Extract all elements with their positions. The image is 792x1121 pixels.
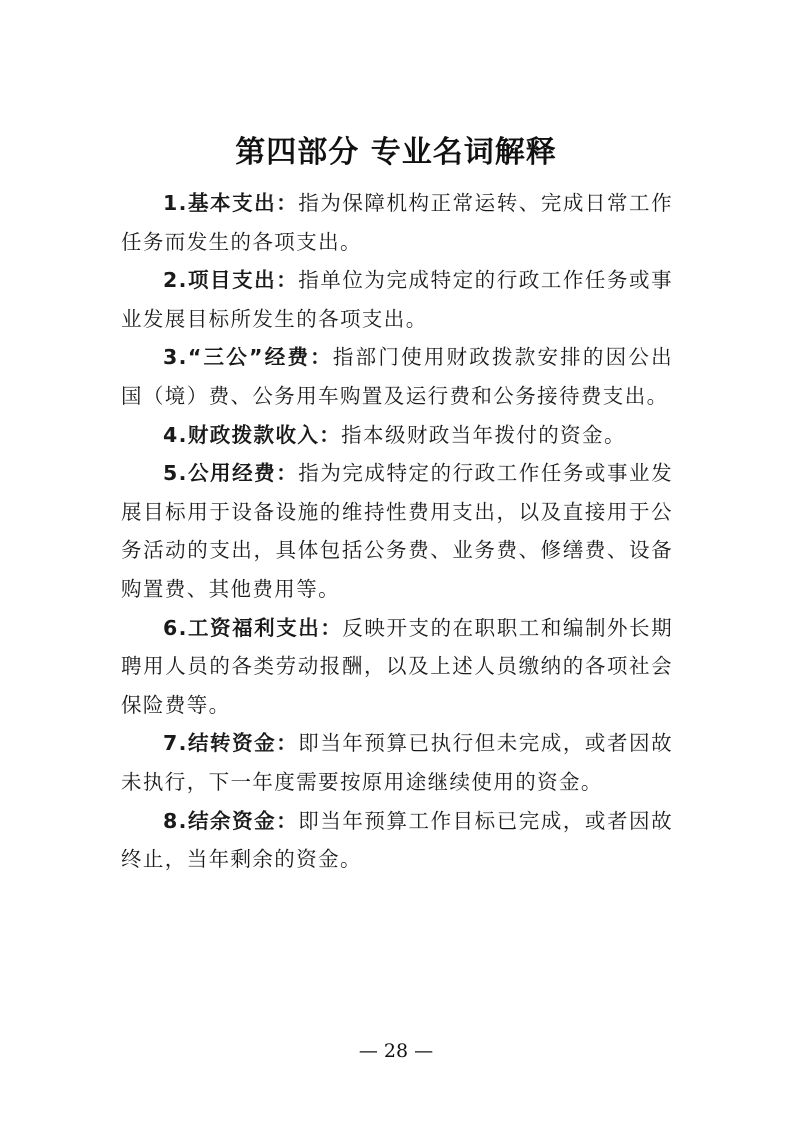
section-title: 第四部分 专业名词解释 (235, 135, 557, 170)
glossary-entry-2 (121, 261, 673, 338)
entry-term: 8.结余资金： (163, 808, 299, 833)
entry-definition: 指为完成特定的行政工作任务或事业发展目标用于设备设施的维持性费用支出，以及直接用于公务活动的支出，具体包括公务费、业务费、修缮费、设备购置费、其他费用等。 (121, 461, 673, 601)
entry-definition: 指单位为完成特定的行政工作任务或事业发展目标所发生的各项支出。 (121, 268, 673, 331)
glossary-entry-1 (121, 184, 673, 261)
glossary-entry-4 (121, 416, 673, 455)
glossary-entry-8 (121, 802, 673, 879)
entry-definition: 即当年预算工作目标已完成，或者因故终止，当年剩余的资金。 (121, 808, 673, 872)
entry-definition: 指为保障机构正常运转、完成日常工作任务而发生的各项支出。 (121, 191, 673, 254)
entry-term: 1.基本支出： (163, 191, 299, 215)
entry-term: 7.结转资金： (163, 731, 299, 756)
entry-term: 2.项目支出： (163, 268, 299, 293)
entry-term: 5.公用经费： (163, 461, 299, 486)
entry-term: 4.财政拨款收入： (163, 422, 342, 447)
page-number: — 28 — (358, 1040, 434, 1062)
entry-definition: 即当年预算已执行但未完成，或者因故未执行，下一年度需要按原用途继续使用的资金。 (121, 731, 673, 794)
glossary-entry-7 (121, 724, 673, 801)
entry-definition: 反映开支的在职职工和编制外长期聘用人员的各类劳动报酬，以及上述人员缴纳的各项社会保险费等。 (121, 615, 674, 717)
glossary-entry-6 (121, 609, 673, 725)
glossary-entry-5 (121, 454, 673, 608)
entry-term: 6.工资福利支出： (163, 615, 343, 640)
glossary-entry-3 (121, 338, 673, 415)
entry-definition: 指本级财政当年拨付的资金。 (341, 422, 626, 447)
entry-term: 3.“三公”经费： (163, 345, 333, 370)
entry-definition: 指部门使用财政拨款安排的因公出国（境）费、公务用车购置及运行费和公务接待费支出。 (121, 345, 673, 408)
glossary-body (121, 184, 673, 879)
